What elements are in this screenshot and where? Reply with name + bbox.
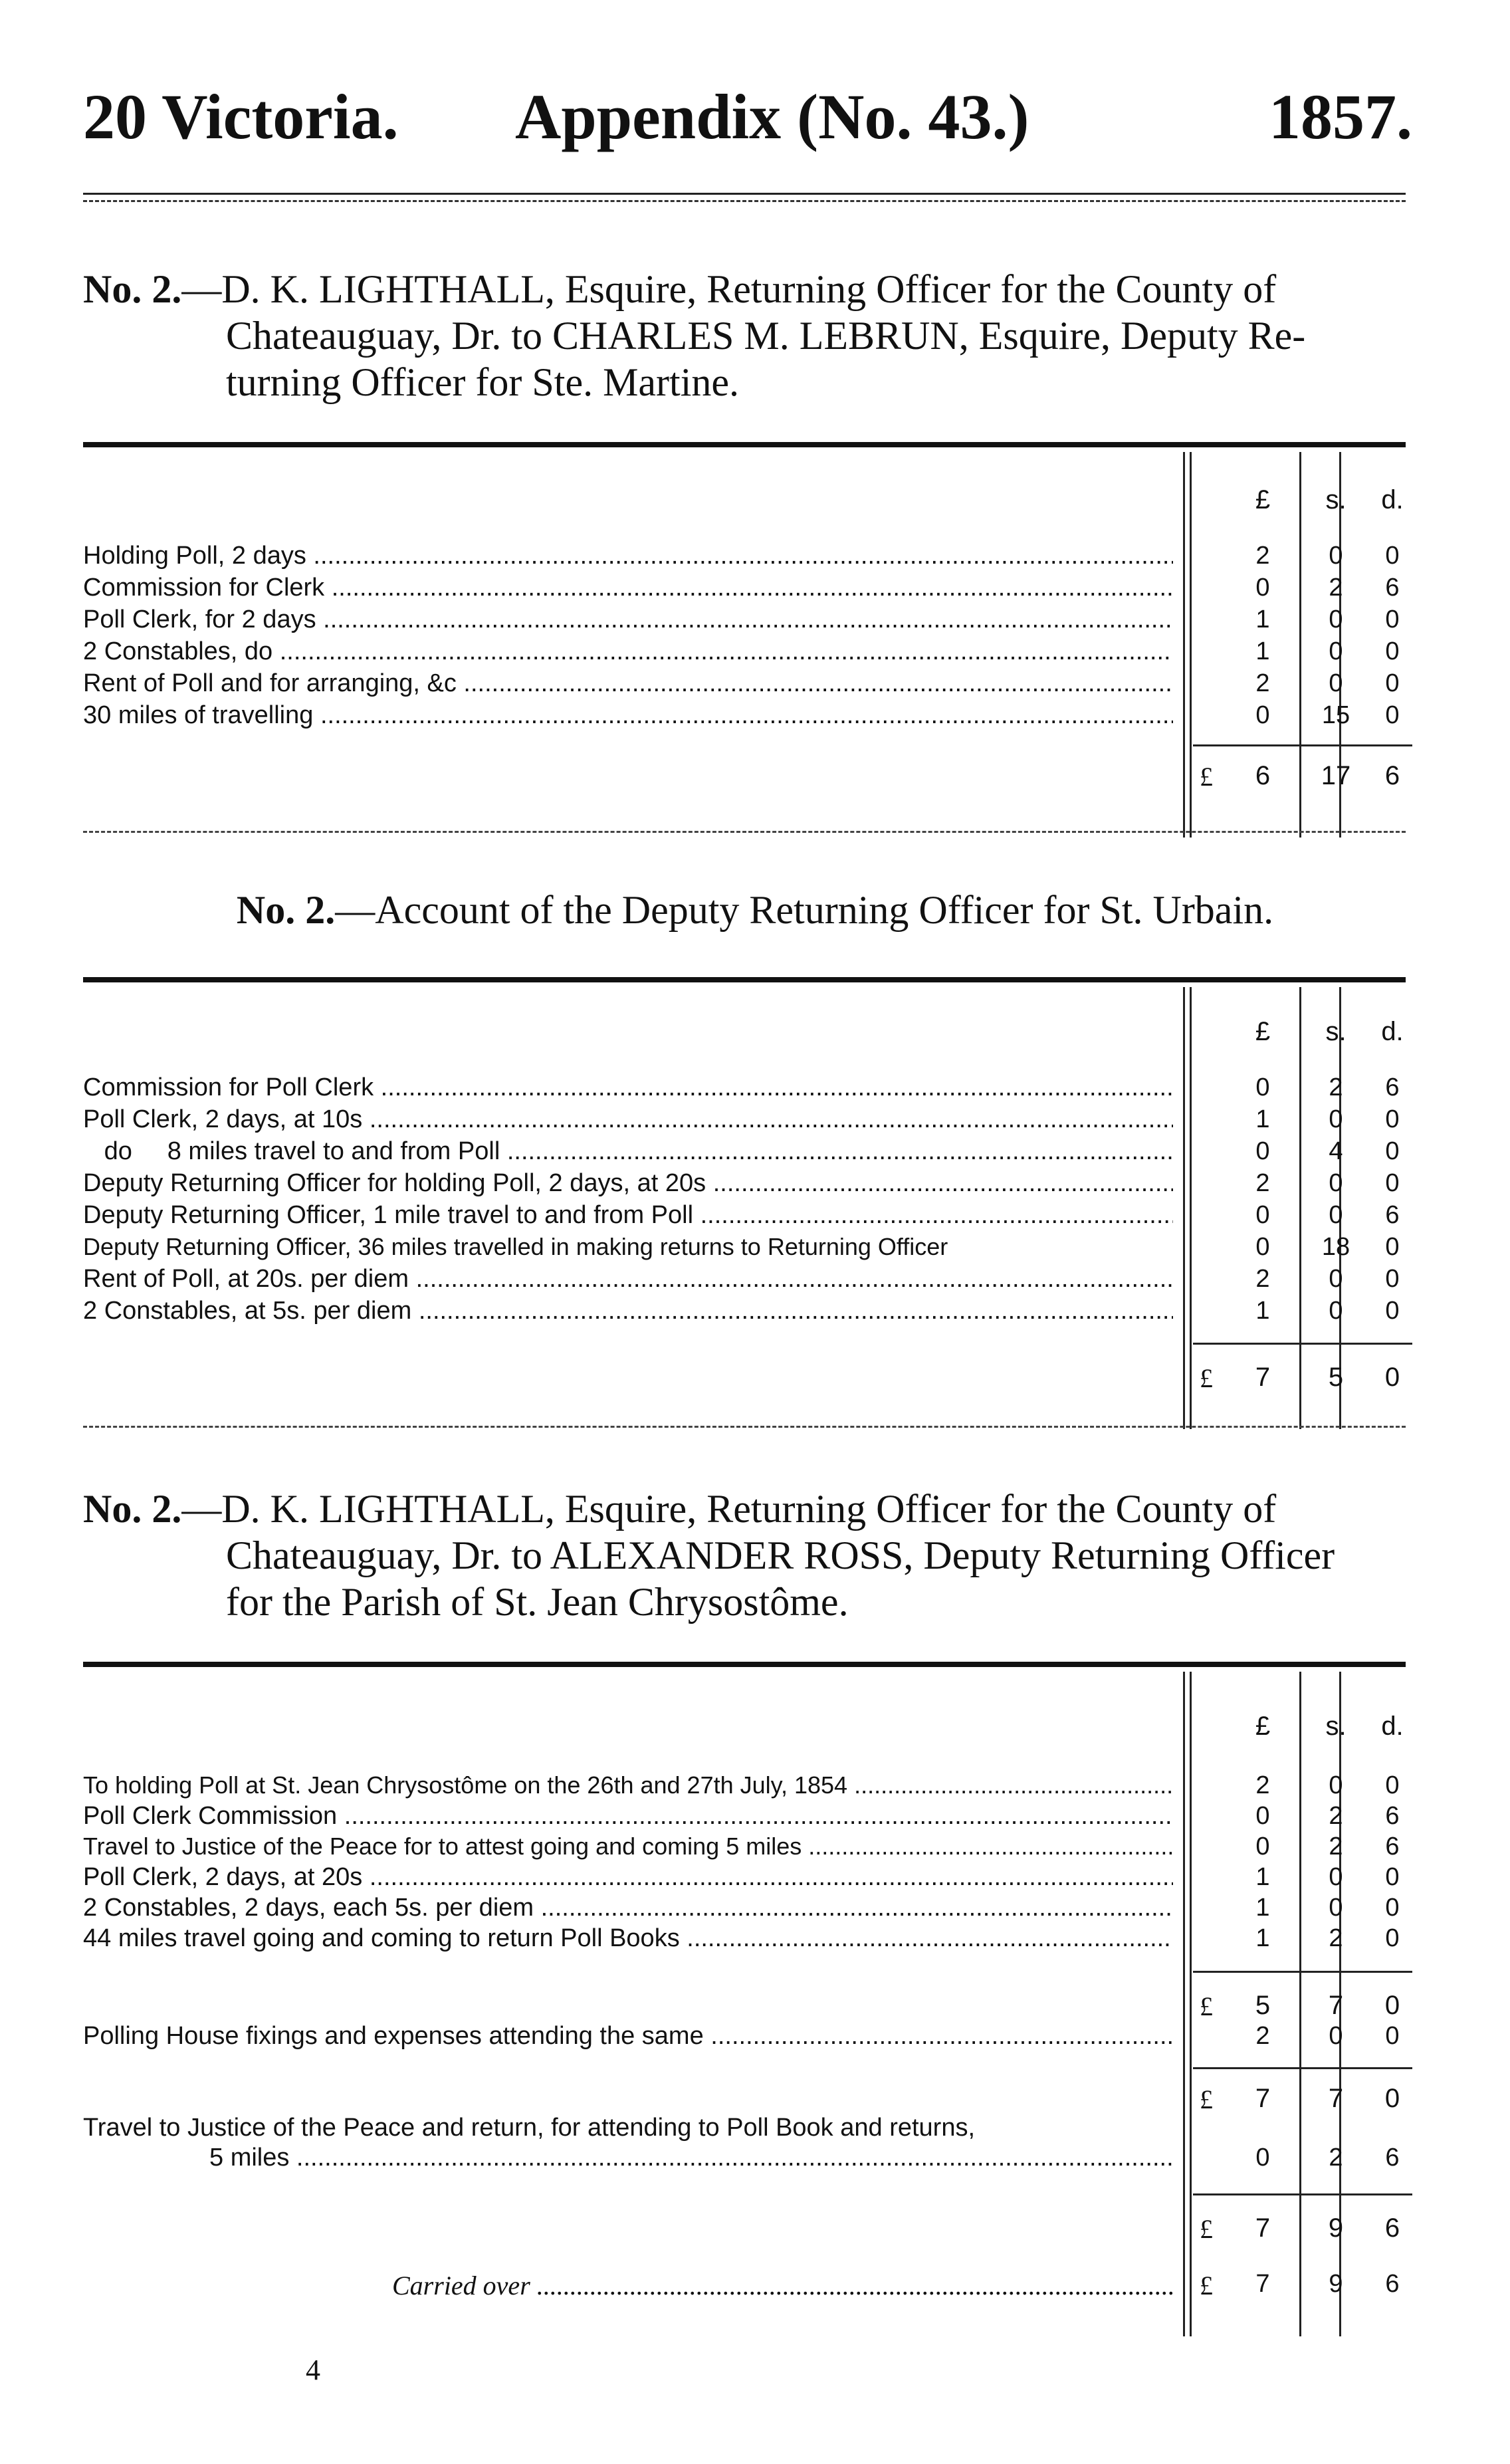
pounds-header: £ xyxy=(1255,1017,1271,1046)
row-description: 30 miles of travelling ..... xyxy=(83,701,1173,730)
row-shillings: 2 xyxy=(1329,1802,1343,1830)
row-pence: 0 xyxy=(1385,1894,1400,1922)
row-description: Deputy Returning Officer for holding Poll, 2 days, at 20s ..... xyxy=(83,1169,1173,1198)
row-pence: 6 xyxy=(1385,1073,1400,1101)
section1-line2: Chateauguay, Dr. to CHARLES M. LEBRUN, Esquire, Deputy Re- xyxy=(226,314,1306,358)
section3-line1: —D. K. LIGHTHALL, Esquire, Returning Officer for the County of xyxy=(181,1487,1277,1531)
row-pounds: 1 xyxy=(1255,1863,1270,1891)
table-row xyxy=(83,2022,1406,2054)
row-pounds: 1 xyxy=(1255,637,1270,665)
carried-shillings: 9 xyxy=(1329,2270,1343,2298)
header-session: 20 Victoria. xyxy=(83,81,399,152)
row-description: To holding Poll at St. Jean Chrysostôme on the 26th and 27th July, 1854 ..... xyxy=(83,1771,1173,1799)
row-pence: 0 xyxy=(1385,669,1400,697)
header-appendix: Appendix (No. 43.) xyxy=(515,81,1029,152)
shillings-header: s. xyxy=(1325,485,1347,514)
total-pounds: 7 xyxy=(1255,2213,1271,2243)
row-pence: 0 xyxy=(1385,701,1400,729)
subtotal-shillings: 7 xyxy=(1328,2084,1344,2113)
row-shillings: 0 xyxy=(1329,542,1343,570)
table-row xyxy=(83,1105,1406,1137)
section3-title xyxy=(83,1486,1412,1625)
subtotal-symbol: £ xyxy=(1200,2084,1213,2114)
row-shillings: 0 xyxy=(1329,1201,1343,1229)
row-shillings: 0 xyxy=(1329,1105,1343,1133)
table-row xyxy=(83,1233,1406,1265)
row-pence: 0 xyxy=(1385,1863,1400,1891)
row-pounds: 1 xyxy=(1255,1924,1270,1952)
row-pence: 0 xyxy=(1385,1924,1400,1952)
total-shillings: 17 xyxy=(1321,761,1351,790)
row-shillings: 4 xyxy=(1329,1137,1343,1165)
row-description: Rent of Poll and for arranging, &c ..... xyxy=(83,669,1173,698)
row-pounds: 2 xyxy=(1255,1265,1270,1293)
subtotal-pounds: 7 xyxy=(1255,2084,1271,2113)
table-row xyxy=(83,637,1406,669)
row-pounds: 1 xyxy=(1255,1297,1270,1325)
row-description: Travel to Justice of the Peace for to attest going and coming 5 miles ..... xyxy=(83,1833,1173,1860)
row-pounds: 1 xyxy=(1255,606,1270,633)
total-pence: 6 xyxy=(1384,761,1400,790)
subtotal-symbol: £ xyxy=(1200,1991,1213,2021)
sum-rule xyxy=(1193,2193,1412,2195)
table-row xyxy=(83,606,1406,637)
sum-rule xyxy=(1193,1343,1412,1345)
total-shillings: 9 xyxy=(1328,2213,1344,2243)
row-pence: 0 xyxy=(1385,637,1400,665)
carried-pence: 6 xyxy=(1385,2270,1400,2298)
row-description-continued: 5 miles ..... xyxy=(83,2144,1173,2172)
row-description: Poll Clerk, for 2 days ..... xyxy=(83,606,1173,634)
table-row xyxy=(83,574,1406,606)
table-row xyxy=(83,1137,1406,1169)
total-pence: 6 xyxy=(1384,2213,1400,2243)
row-pounds: 0 xyxy=(1255,1201,1270,1229)
table-row xyxy=(83,701,1406,733)
table-row xyxy=(83,1802,1406,1834)
row-pence: 6 xyxy=(1385,1833,1400,1860)
row-shillings: 0 xyxy=(1329,606,1343,633)
row-pence: 0 xyxy=(1385,1137,1400,1165)
section3-account xyxy=(83,1672,1406,2336)
pounds-header: £ xyxy=(1255,485,1271,514)
subtotal-pence: 0 xyxy=(1384,1991,1400,2020)
row-pounds: 0 xyxy=(1255,701,1270,729)
row-shillings: 0 xyxy=(1329,2022,1343,2050)
carried-symbol: £ xyxy=(1200,2271,1213,2300)
section1-line3: turning Officer for Ste. Martine. xyxy=(226,360,740,404)
row-pounds: 2 xyxy=(1255,1771,1270,1799)
row-pounds: 2 xyxy=(1255,669,1270,697)
row-description: Travel to Justice of the Peace and return, for attending to Poll Book and returns, xyxy=(83,2114,976,2142)
total-pence: 0 xyxy=(1384,1363,1400,1392)
row-shillings: 0 xyxy=(1329,1169,1343,1197)
row-pence: 6 xyxy=(1385,1201,1400,1229)
total-symbol: £ xyxy=(1200,1363,1213,1393)
section2-title xyxy=(0,887,1510,933)
row-pounds: 0 xyxy=(1255,2144,1270,2172)
pounds-header: £ xyxy=(1255,1712,1271,1741)
row-pounds: 0 xyxy=(1255,1137,1270,1165)
row-shillings: 0 xyxy=(1329,637,1343,665)
row-description: 2 Constables, 2 days, each 5s. per diem ..... xyxy=(83,1894,1173,1922)
subtotal-pounds: 5 xyxy=(1255,1991,1271,2020)
section3-number: No. 2. xyxy=(83,1487,182,1531)
row-pence: 0 xyxy=(1385,1105,1400,1133)
row-description: do 8 miles travel to and from Poll ..... xyxy=(83,1137,1173,1166)
section1-account xyxy=(83,452,1406,838)
row-pounds: 1 xyxy=(1255,1105,1270,1133)
section3-line3: for the Parish of St. Jean Chrysostôme. xyxy=(226,1580,849,1624)
row-description: 2 Constables, at 5s. per diem ..... xyxy=(83,1297,1173,1325)
section2-bottom-rule xyxy=(83,1426,1406,1428)
table-row xyxy=(83,1771,1406,1803)
row-shillings: 15 xyxy=(1321,701,1350,729)
row-pounds: 0 xyxy=(1255,1073,1270,1101)
pence-header: d. xyxy=(1381,485,1404,514)
subtotal-shillings: 7 xyxy=(1328,1991,1344,2020)
row-shillings: 2 xyxy=(1329,1833,1343,1860)
row-shillings: 0 xyxy=(1329,1771,1343,1799)
total-symbol: £ xyxy=(1200,2214,1213,2244)
section2-top-rule xyxy=(83,977,1406,982)
row-description: Poll Clerk, 2 days, at 20s ..... xyxy=(83,1863,1173,1892)
pence-header: d. xyxy=(1381,1712,1404,1741)
row-shillings: 0 xyxy=(1329,669,1343,697)
total-shillings: 5 xyxy=(1328,1363,1344,1392)
table-row xyxy=(83,1169,1406,1201)
row-pounds: 0 xyxy=(1255,1833,1270,1860)
row-pence: 6 xyxy=(1385,574,1400,602)
subtotal-pence: 0 xyxy=(1384,2084,1400,2113)
shillings-header: s. xyxy=(1325,1712,1347,1741)
table-row xyxy=(83,2114,1406,2146)
row-description: Polling House fixings and expenses attending the same ..... xyxy=(83,2022,1173,2051)
row-pence: 0 xyxy=(1385,1297,1400,1325)
section2-account xyxy=(83,987,1406,1429)
row-shillings: 0 xyxy=(1329,1297,1343,1325)
row-description: Rent of Poll, at 20s. per diem ..... xyxy=(83,1265,1173,1293)
row-description: Deputy Returning Officer, 1 mile travel to and from Poll ..... xyxy=(83,1201,1173,1230)
sum-rule xyxy=(1193,744,1412,746)
row-shillings: 2 xyxy=(1329,2144,1343,2172)
table-row xyxy=(83,1894,1406,1926)
page-header xyxy=(83,80,1412,160)
section1-line1: —D. K. LIGHTHALL, Esquire, Returning Officer for the County of xyxy=(181,267,1277,311)
table-row xyxy=(83,1863,1406,1895)
section3-line2: Chateauguay, Dr. to ALEXANDER ROSS, Deputy Returning Officer xyxy=(226,1533,1335,1577)
row-pence: 0 xyxy=(1385,606,1400,633)
row-shillings: 0 xyxy=(1329,1863,1343,1891)
table-row xyxy=(83,2144,1406,2176)
shillings-header: s. xyxy=(1325,1017,1347,1046)
row-pence: 0 xyxy=(1385,1169,1400,1197)
row-pounds: 0 xyxy=(1255,1802,1270,1830)
row-description: 44 miles travel going and coming to return Poll Books ..... xyxy=(83,1924,1173,1953)
section2-title-text: —Account of the Deputy Returning Officer for St. Urbain. xyxy=(335,888,1274,932)
page-number: 4 xyxy=(306,2354,320,2386)
table-row xyxy=(83,1924,1406,1956)
row-description: Poll Clerk, 2 days, at 10s ..... xyxy=(83,1105,1173,1134)
sum-rule xyxy=(1193,1971,1412,1973)
row-description: Holding Poll, 2 days ..... xyxy=(83,542,1173,570)
table-row xyxy=(83,1833,1406,1864)
carried-over-label: Carried over ..... xyxy=(392,2270,1173,2301)
section1-top-rule xyxy=(83,442,1406,447)
row-pence: 0 xyxy=(1385,542,1400,570)
row-pence: 0 xyxy=(1385,1265,1400,1293)
row-pounds: 2 xyxy=(1255,1169,1270,1197)
row-pence: 0 xyxy=(1385,2022,1400,2050)
row-description: Poll Clerk Commission ..... xyxy=(83,1802,1173,1831)
row-shillings: 0 xyxy=(1329,1265,1343,1293)
total-pounds: 7 xyxy=(1255,1363,1271,1392)
section1-number: No. 2. xyxy=(83,267,182,311)
section1-bottom-rule xyxy=(83,831,1406,833)
section1-title xyxy=(83,266,1412,405)
header-rule xyxy=(83,193,1406,195)
row-shillings: 2 xyxy=(1329,1073,1343,1101)
table-row xyxy=(83,669,1406,701)
total-pounds: 6 xyxy=(1255,761,1271,790)
row-pounds: 1 xyxy=(1255,1894,1270,1922)
section3-top-rule xyxy=(83,1662,1406,1667)
sum-rule xyxy=(1193,2067,1412,2069)
row-description: Deputy Returning Officer, 36 miles travelled in making returns to Returning Officer xyxy=(83,1233,948,1260)
total-symbol: £ xyxy=(1200,762,1213,792)
pence-header: d. xyxy=(1381,1017,1404,1046)
carried-pounds: 7 xyxy=(1255,2270,1270,2298)
row-description: 2 Constables, do ..... xyxy=(83,637,1173,666)
row-pounds: 0 xyxy=(1255,1233,1270,1261)
table-row xyxy=(83,1201,1406,1233)
row-description: Commission for Clerk ..... xyxy=(83,574,1173,602)
header-year: 1857. xyxy=(1269,81,1412,152)
row-pence: 6 xyxy=(1385,1802,1400,1830)
row-shillings: 2 xyxy=(1329,574,1343,602)
row-description: Commission for Poll Clerk ..... xyxy=(83,1073,1173,1102)
row-pence: 0 xyxy=(1385,1233,1400,1261)
row-pence: 6 xyxy=(1385,2144,1400,2172)
section2-number: No. 2. xyxy=(236,888,336,932)
row-shillings: 0 xyxy=(1329,1894,1343,1922)
table-row xyxy=(83,1073,1406,1105)
table-row xyxy=(83,1265,1406,1297)
row-pounds: 2 xyxy=(1255,542,1270,570)
table-row xyxy=(83,1297,1406,1329)
table-row xyxy=(83,542,1406,574)
row-pounds: 2 xyxy=(1255,2022,1270,2050)
row-shillings: 18 xyxy=(1321,1233,1350,1261)
row-shillings: 2 xyxy=(1329,1924,1343,1952)
row-pounds: 0 xyxy=(1255,574,1270,602)
row-pence: 0 xyxy=(1385,1771,1400,1799)
